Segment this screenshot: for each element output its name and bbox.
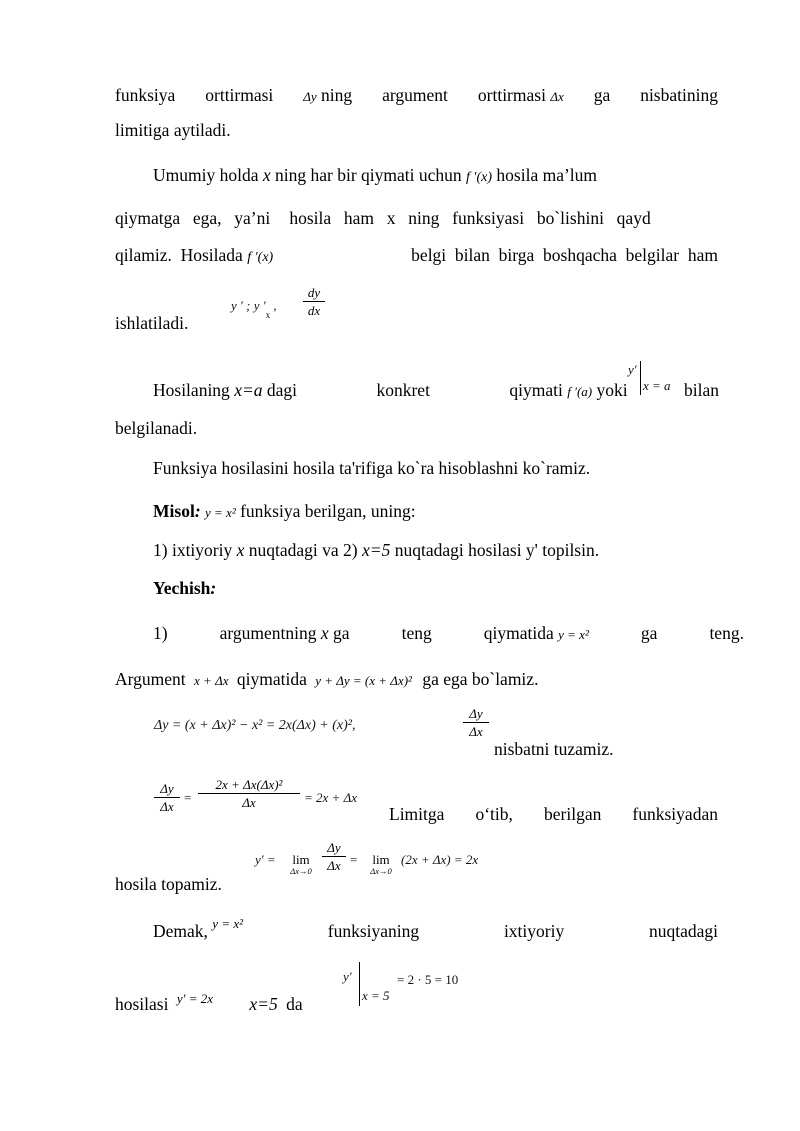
math-rhs: = 2 · 5 = 10	[397, 972, 459, 987]
fraction-denominator: Δx	[242, 795, 256, 810]
math-yprime: y′	[343, 969, 352, 984]
math-eval-point: x = 5	[362, 988, 390, 1003]
text-word: nuqtadagi va 2)	[248, 540, 358, 560]
text-word: nuqtadagi hosilasi y' topilsin.	[394, 540, 600, 560]
limit-subscript: Δx→0	[370, 866, 392, 876]
fraction-numerator: 2x + Δx(Δx)²	[215, 777, 283, 792]
math-equals: =	[184, 790, 192, 805]
text-word: qilamiz. Hosilada	[115, 245, 243, 265]
example-colon: :	[194, 501, 201, 521]
fraction-numerator: Δy	[469, 706, 483, 721]
eval-bar	[359, 962, 360, 1006]
math-rhs: = 2x + Δx	[304, 790, 357, 805]
paragraph-line	[115, 993, 303, 1017]
text-word: 1) ixtiyoriy	[153, 540, 233, 560]
paragraph-line	[153, 916, 718, 944]
text-word: hosila ma’lum	[496, 165, 598, 185]
math-x-plus-dx: x + Δx	[194, 673, 229, 688]
fraction-bar	[198, 793, 300, 794]
math-fprime-x: f ′(x)	[466, 170, 493, 185]
text-word: teng	[401, 623, 432, 643]
fraction-numerator: dy	[307, 285, 321, 300]
math-delta-y: Δy	[303, 89, 317, 104]
text-word: funksiyaning	[327, 921, 420, 941]
text-word: ning	[321, 85, 353, 105]
math-y-eq-x2: y = x²	[205, 505, 236, 520]
text-word: dagi	[266, 380, 298, 400]
text-word	[478, 84, 564, 108]
paragraph-line: Funksiya hosilasini hosila ta'rifiga ko`ra hisoblashni ko`ramiz.	[153, 458, 591, 478]
paragraph-line: limitiga aytiladi.	[115, 120, 231, 140]
fraction-denominator: Δx	[327, 858, 341, 873]
text-word: Demak,	[153, 921, 208, 941]
text-word: funksiya	[115, 85, 176, 105]
math-y-eq-x2: y = x²	[212, 916, 244, 931]
text-var: x	[262, 165, 271, 185]
text-var: x	[236, 540, 245, 560]
solution-heading	[153, 577, 216, 599]
math-limit	[284, 853, 318, 876]
math-fprime-a: f ′(a)	[567, 384, 593, 399]
fraction-denominator: dx	[307, 303, 321, 318]
text-word	[303, 84, 352, 108]
text-word: qiymati	[509, 380, 563, 400]
math-delta-equation: Δy = (x + Δx)² − x² = 2x(Δx) + (x)²,	[154, 718, 356, 733]
math-yprime-2x: y′ = 2x	[176, 991, 214, 1006]
math-eval-point: x = a	[643, 378, 671, 393]
text-word: argumentning	[219, 623, 317, 643]
text-word: Umumiy holda	[153, 165, 259, 185]
math-fprime-x: f ′(x)	[247, 250, 274, 265]
limit-operator: lim	[372, 852, 390, 867]
text-word: belgi bilan birga boshqacha belgilar ham	[411, 245, 718, 265]
limit-operator: lim	[292, 852, 310, 867]
math-fraction	[463, 706, 489, 739]
example-line	[153, 500, 416, 524]
math-limit	[364, 853, 398, 876]
text-word: orttirmasi	[477, 85, 546, 105]
text-var: x	[320, 623, 329, 643]
text-word: hosilasi	[115, 994, 169, 1014]
text-word: orttirmasi	[205, 85, 274, 105]
eval-bar	[640, 361, 641, 395]
text-word: berilgan	[544, 804, 602, 824]
fraction-bar	[322, 856, 346, 857]
fraction-bar	[154, 797, 180, 798]
example-label: Misol	[153, 501, 195, 521]
paragraph-line: hosila topamiz.	[115, 874, 222, 894]
paragraph-line	[115, 207, 718, 229]
math-increment-equation: y + Δy = (x + Δx)²	[315, 673, 412, 688]
text-word: konkret	[376, 380, 430, 400]
text-word: Argument	[115, 669, 186, 689]
paragraph-line	[153, 622, 744, 646]
text-word: ga	[640, 623, 658, 643]
text-word: nuqtadagi	[648, 921, 718, 941]
limit-subscript: Δx→0	[290, 866, 312, 876]
paragraph-line	[389, 803, 718, 825]
text-word: Limitga	[389, 804, 445, 824]
text-var: x=5	[362, 540, 391, 560]
solution-label: Yechish	[153, 578, 211, 598]
text-var: x=5	[249, 994, 278, 1014]
math-rhs: (2x + Δx) = 2x	[401, 852, 479, 867]
text-span	[220, 622, 350, 646]
text-span	[153, 379, 297, 403]
solution-colon: :	[210, 578, 217, 598]
math-fraction	[154, 781, 180, 814]
math-fraction	[303, 285, 325, 318]
text-word: 1)	[153, 623, 168, 643]
math-notation	[231, 298, 277, 320]
fraction-bar	[463, 722, 489, 723]
paragraph-line: belgilanadi.	[115, 418, 198, 438]
task-line	[153, 539, 599, 561]
fraction-numerator: Δy	[327, 840, 341, 855]
paragraph-line	[115, 668, 538, 692]
fraction-bar	[303, 301, 325, 302]
math-separator: ,	[270, 298, 277, 313]
text-word: argument	[382, 85, 448, 105]
text-word: ga	[333, 623, 350, 643]
text-span	[509, 379, 719, 403]
math-fraction	[198, 777, 300, 810]
text-var: x=a	[234, 380, 263, 400]
text-span	[115, 244, 273, 269]
text-word: Hosilaning	[153, 380, 230, 400]
paragraph-line	[153, 164, 718, 189]
paragraph-line	[153, 379, 719, 403]
text-line: qiymatga ega, ya’ni hosila ham x ning funksiyasi bo`lishini qayd	[115, 208, 651, 228]
text-span: nisbatni tuzamiz.	[494, 739, 614, 759]
text-word: yoki	[596, 380, 628, 400]
fraction-denominator: Δx	[469, 724, 483, 739]
paragraph-line	[115, 84, 718, 108]
text-word: ixtiyoriy	[503, 921, 565, 941]
math-subscript: x	[265, 310, 271, 320]
math-yprime: y′	[628, 362, 637, 377]
text-word: bilan	[684, 380, 719, 400]
text-word: o‘tib,	[475, 804, 513, 824]
math-fraction	[322, 840, 346, 873]
math-yprime: y ′ ; y ′	[231, 298, 266, 313]
math-delta-x: Δx	[550, 89, 564, 104]
text-span	[484, 622, 589, 646]
text-word: funksiyadan	[632, 804, 718, 824]
paragraph-line	[115, 244, 718, 269]
text-span	[153, 916, 244, 944]
text-word: teng.	[709, 623, 744, 643]
text-span	[153, 164, 597, 189]
text-span: funksiya berilgan, uning:	[240, 501, 416, 521]
math-yprime: y′ =	[255, 852, 276, 867]
text-word: qiymatida	[236, 669, 307, 689]
text-word: qiymatida	[483, 623, 554, 643]
text-word: da	[286, 994, 303, 1014]
text-word: nisbatining	[640, 85, 718, 105]
text-word: ning har bir qiymati uchun	[275, 165, 462, 185]
paragraph-line: ishlatiladi.	[115, 313, 189, 333]
math-y-eq-x2: y = x²	[558, 627, 589, 642]
text-span: ga ega bo`lamiz.	[422, 669, 539, 689]
fraction-numerator: Δy	[160, 781, 174, 796]
math-equals: =	[350, 852, 358, 867]
fraction-denominator: Δx	[160, 799, 174, 814]
text-word: ga	[593, 85, 611, 105]
